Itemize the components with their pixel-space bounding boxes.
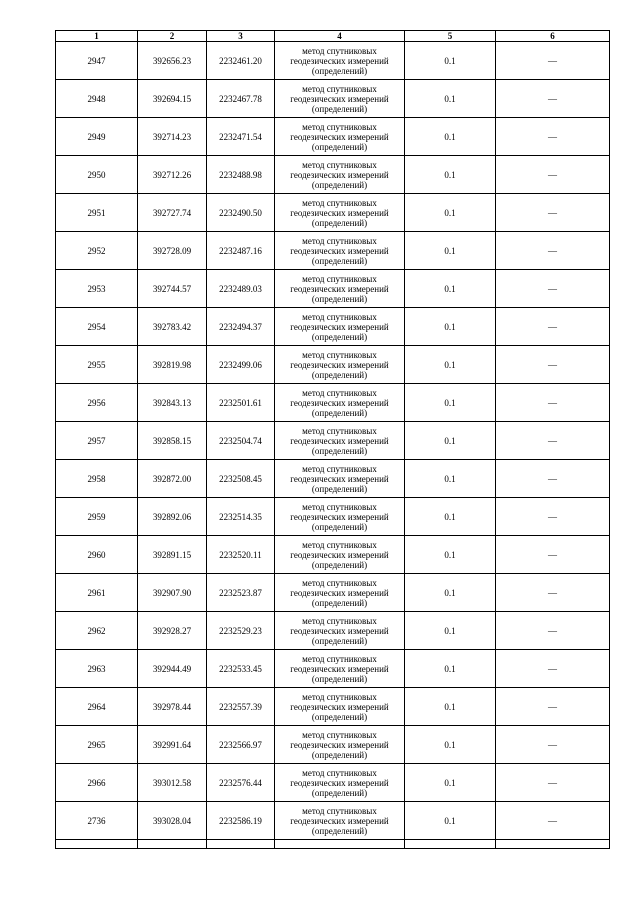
method-line: метод спутниковых	[302, 387, 377, 398]
method-line: (определений)	[311, 711, 368, 722]
accuracy-cell: 0.1	[405, 536, 496, 574]
y-coordinate-cell: 2232523.87	[207, 574, 275, 612]
x-coordinate-cell: 392907.90	[138, 574, 207, 612]
x-coordinate-cell: 392892.06	[138, 498, 207, 536]
y-coordinate-cell: 2232508.45	[207, 460, 275, 498]
x-coordinate-cell: 393012.58	[138, 764, 207, 802]
method-cell	[275, 384, 405, 422]
x-coordinate-cell: 392858.15	[138, 422, 207, 460]
x-coordinate-cell: 392991.64	[138, 726, 207, 764]
method-cell	[275, 688, 405, 726]
table-row	[56, 346, 610, 384]
empty-cell	[496, 840, 610, 849]
y-coordinate-cell: 2232576.44	[207, 764, 275, 802]
method-line: геодезических измерений	[290, 815, 389, 826]
point-number-cell: 2956	[56, 384, 138, 422]
note-cell: —	[496, 232, 610, 270]
method-cell	[275, 802, 405, 840]
header-col-1: 1	[56, 31, 138, 42]
method-cell	[275, 42, 405, 80]
empty-row	[56, 840, 610, 849]
method-cell	[275, 764, 405, 802]
table-row	[56, 650, 610, 688]
accuracy-cell: 0.1	[405, 118, 496, 156]
y-coordinate-cell: 2232471.54	[207, 118, 275, 156]
x-coordinate-cell: 393028.04	[138, 802, 207, 840]
point-number-cell: 2952	[56, 232, 138, 270]
method-line: метод спутниковых	[302, 425, 377, 436]
x-coordinate-cell: 392944.49	[138, 650, 207, 688]
accuracy-cell: 0.1	[405, 384, 496, 422]
method-cell	[275, 118, 405, 156]
point-number-cell: 2957	[56, 422, 138, 460]
table-row	[56, 612, 610, 650]
method-line: метод спутниковых	[302, 83, 377, 94]
note-cell: —	[496, 422, 610, 460]
document-page	[55, 30, 609, 849]
note-cell: —	[496, 764, 610, 802]
method-line: геодезических измерений	[290, 473, 389, 484]
method-line: геодезических измерений	[290, 777, 389, 788]
table-row	[56, 118, 610, 156]
table-row	[56, 194, 610, 232]
x-coordinate-cell: 392928.27	[138, 612, 207, 650]
note-cell: —	[496, 346, 610, 384]
note-cell: —	[496, 688, 610, 726]
method-line: (определений)	[311, 635, 368, 646]
method-line: (определений)	[311, 673, 368, 684]
point-number-cell: 2965	[56, 726, 138, 764]
table-row	[56, 232, 610, 270]
method-line: метод спутниковых	[302, 767, 377, 778]
method-line: метод спутниковых	[302, 349, 377, 360]
table-row	[56, 422, 610, 460]
method-line: (определений)	[311, 407, 368, 418]
accuracy-cell: 0.1	[405, 80, 496, 118]
table-row	[56, 384, 610, 422]
table-header-row	[56, 31, 610, 42]
method-line: метод спутниковых	[302, 159, 377, 170]
accuracy-cell: 0.1	[405, 270, 496, 308]
header-col-5: 5	[405, 31, 496, 42]
method-line: (определений)	[311, 369, 368, 380]
method-line: метод спутниковых	[302, 311, 377, 322]
method-line: (определений)	[311, 179, 368, 190]
method-line: метод спутниковых	[302, 501, 377, 512]
method-cell	[275, 460, 405, 498]
accuracy-cell: 0.1	[405, 194, 496, 232]
method-line: геодезических измерений	[290, 549, 389, 560]
y-coordinate-cell: 2232533.45	[207, 650, 275, 688]
table-row	[56, 308, 610, 346]
point-number-cell: 2963	[56, 650, 138, 688]
method-cell	[275, 726, 405, 764]
method-cell	[275, 346, 405, 384]
y-coordinate-cell: 2232499.06	[207, 346, 275, 384]
table-row	[56, 42, 610, 80]
point-number-cell: 2949	[56, 118, 138, 156]
coordinates-table	[55, 30, 610, 849]
accuracy-cell: 0.1	[405, 156, 496, 194]
method-line: метод спутниковых	[302, 729, 377, 740]
note-cell: —	[496, 612, 610, 650]
point-number-cell: 2959	[56, 498, 138, 536]
method-line: метод спутниковых	[302, 653, 377, 664]
note-cell: —	[496, 460, 610, 498]
accuracy-cell: 0.1	[405, 688, 496, 726]
y-coordinate-cell: 2232501.61	[207, 384, 275, 422]
x-coordinate-cell: 392872.00	[138, 460, 207, 498]
note-cell: —	[496, 726, 610, 764]
y-coordinate-cell: 2232487.16	[207, 232, 275, 270]
table-row	[56, 688, 610, 726]
method-line: метод спутниковых	[302, 45, 377, 56]
header-col-3: 3	[207, 31, 275, 42]
accuracy-cell: 0.1	[405, 422, 496, 460]
point-number-cell: 2954	[56, 308, 138, 346]
note-cell: —	[496, 574, 610, 612]
method-line: (определений)	[311, 293, 368, 304]
table-row	[56, 460, 610, 498]
table-row	[56, 80, 610, 118]
method-line: метод спутниковых	[302, 691, 377, 702]
note-cell: —	[496, 536, 610, 574]
method-line: метод спутниковых	[302, 235, 377, 246]
accuracy-cell: 0.1	[405, 612, 496, 650]
x-coordinate-cell: 392819.98	[138, 346, 207, 384]
method-line: геодезических измерений	[290, 435, 389, 446]
method-line: метод спутниковых	[302, 121, 377, 132]
method-cell	[275, 536, 405, 574]
method-line: геодезических измерений	[290, 663, 389, 674]
accuracy-cell: 0.1	[405, 232, 496, 270]
x-coordinate-cell: 392712.26	[138, 156, 207, 194]
point-number-cell: 2736	[56, 802, 138, 840]
method-line: геодезических измерений	[290, 131, 389, 142]
method-line: (определений)	[311, 65, 368, 76]
method-line: геодезических измерений	[290, 511, 389, 522]
point-number-cell: 2950	[56, 156, 138, 194]
method-line: (определений)	[311, 255, 368, 266]
y-coordinate-cell: 2232467.78	[207, 80, 275, 118]
point-number-cell: 2964	[56, 688, 138, 726]
x-coordinate-cell: 392727.74	[138, 194, 207, 232]
accuracy-cell: 0.1	[405, 346, 496, 384]
y-coordinate-cell: 2232557.39	[207, 688, 275, 726]
accuracy-cell: 0.1	[405, 460, 496, 498]
note-cell: —	[496, 194, 610, 232]
method-cell	[275, 80, 405, 118]
method-line: метод спутниковых	[302, 273, 377, 284]
method-line: метод спутниковых	[302, 577, 377, 588]
header-col-4: 4	[275, 31, 405, 42]
table-row	[56, 726, 610, 764]
method-line: (определений)	[311, 521, 368, 532]
table-row	[56, 802, 610, 840]
accuracy-cell: 0.1	[405, 574, 496, 612]
method-cell	[275, 194, 405, 232]
x-coordinate-cell: 392728.09	[138, 232, 207, 270]
x-coordinate-cell: 392714.23	[138, 118, 207, 156]
point-number-cell: 2960	[56, 536, 138, 574]
method-line: геодезических измерений	[290, 245, 389, 256]
accuracy-cell: 0.1	[405, 650, 496, 688]
method-line: метод спутниковых	[302, 805, 377, 816]
y-coordinate-cell: 2232490.50	[207, 194, 275, 232]
x-coordinate-cell: 392843.13	[138, 384, 207, 422]
table-row	[56, 536, 610, 574]
note-cell: —	[496, 42, 610, 80]
method-line: геодезических измерений	[290, 207, 389, 218]
empty-cell	[56, 840, 138, 849]
y-coordinate-cell: 2232504.74	[207, 422, 275, 460]
method-cell	[275, 498, 405, 536]
method-cell	[275, 612, 405, 650]
table-body	[56, 42, 610, 849]
note-cell: —	[496, 118, 610, 156]
method-line: (определений)	[311, 559, 368, 570]
point-number-cell: 2961	[56, 574, 138, 612]
note-cell: —	[496, 802, 610, 840]
method-line: геодезических измерений	[290, 55, 389, 66]
method-line: геодезических измерений	[290, 701, 389, 712]
note-cell: —	[496, 270, 610, 308]
point-number-cell: 2955	[56, 346, 138, 384]
accuracy-cell: 0.1	[405, 308, 496, 346]
method-line: (определений)	[311, 141, 368, 152]
table-row	[56, 270, 610, 308]
point-number-cell: 2953	[56, 270, 138, 308]
accuracy-cell: 0.1	[405, 42, 496, 80]
method-line: метод спутниковых	[302, 539, 377, 550]
method-cell	[275, 232, 405, 270]
x-coordinate-cell: 392978.44	[138, 688, 207, 726]
note-cell: —	[496, 498, 610, 536]
table-row	[56, 764, 610, 802]
accuracy-cell: 0.1	[405, 726, 496, 764]
method-line: (определений)	[311, 825, 368, 836]
empty-cell	[207, 840, 275, 849]
empty-cell	[138, 840, 207, 849]
method-line: (определений)	[311, 787, 368, 798]
method-line: геодезических измерений	[290, 359, 389, 370]
note-cell: —	[496, 156, 610, 194]
y-coordinate-cell: 2232489.03	[207, 270, 275, 308]
point-number-cell: 2951	[56, 194, 138, 232]
y-coordinate-cell: 2232461.20	[207, 42, 275, 80]
accuracy-cell: 0.1	[405, 802, 496, 840]
method-line: геодезических измерений	[290, 283, 389, 294]
method-line: (определений)	[311, 749, 368, 760]
point-number-cell: 2958	[56, 460, 138, 498]
accuracy-cell: 0.1	[405, 764, 496, 802]
point-number-cell: 2966	[56, 764, 138, 802]
method-line: геодезических измерений	[290, 739, 389, 750]
note-cell: —	[496, 650, 610, 688]
method-line: (определений)	[311, 597, 368, 608]
table-row	[56, 156, 610, 194]
method-line: (определений)	[311, 445, 368, 456]
y-coordinate-cell: 2232494.37	[207, 308, 275, 346]
point-number-cell: 2947	[56, 42, 138, 80]
method-cell	[275, 422, 405, 460]
note-cell: —	[496, 308, 610, 346]
method-line: (определений)	[311, 103, 368, 114]
x-coordinate-cell: 392694.15	[138, 80, 207, 118]
method-line: геодезических измерений	[290, 625, 389, 636]
method-cell	[275, 650, 405, 688]
method-line: метод спутниковых	[302, 615, 377, 626]
y-coordinate-cell: 2232488.98	[207, 156, 275, 194]
note-cell: —	[496, 384, 610, 422]
x-coordinate-cell: 392783.42	[138, 308, 207, 346]
table-row	[56, 574, 610, 612]
method-cell	[275, 574, 405, 612]
y-coordinate-cell: 2232529.23	[207, 612, 275, 650]
method-line: (определений)	[311, 483, 368, 494]
x-coordinate-cell: 392891.15	[138, 536, 207, 574]
table-row	[56, 498, 610, 536]
method-line: (определений)	[311, 217, 368, 228]
note-cell: —	[496, 80, 610, 118]
y-coordinate-cell: 2232566.97	[207, 726, 275, 764]
method-line: геодезических измерений	[290, 169, 389, 180]
accuracy-cell: 0.1	[405, 498, 496, 536]
method-line: геодезических измерений	[290, 587, 389, 598]
method-cell	[275, 270, 405, 308]
method-line: геодезических измерений	[290, 93, 389, 104]
empty-cell	[275, 840, 405, 849]
method-line: метод спутниковых	[302, 463, 377, 474]
x-coordinate-cell: 392656.23	[138, 42, 207, 80]
method-line: геодезических измерений	[290, 397, 389, 408]
y-coordinate-cell: 2232514.35	[207, 498, 275, 536]
y-coordinate-cell: 2232586.19	[207, 802, 275, 840]
point-number-cell: 2962	[56, 612, 138, 650]
method-line: (определений)	[311, 331, 368, 342]
x-coordinate-cell: 392744.57	[138, 270, 207, 308]
point-number-cell: 2948	[56, 80, 138, 118]
header-col-6: 6	[496, 31, 610, 42]
method-cell	[275, 156, 405, 194]
header-col-2: 2	[138, 31, 207, 42]
method-cell	[275, 308, 405, 346]
method-line: метод спутниковых	[302, 197, 377, 208]
empty-cell	[405, 840, 496, 849]
method-line: геодезических измерений	[290, 321, 389, 332]
y-coordinate-cell: 2232520.11	[207, 536, 275, 574]
